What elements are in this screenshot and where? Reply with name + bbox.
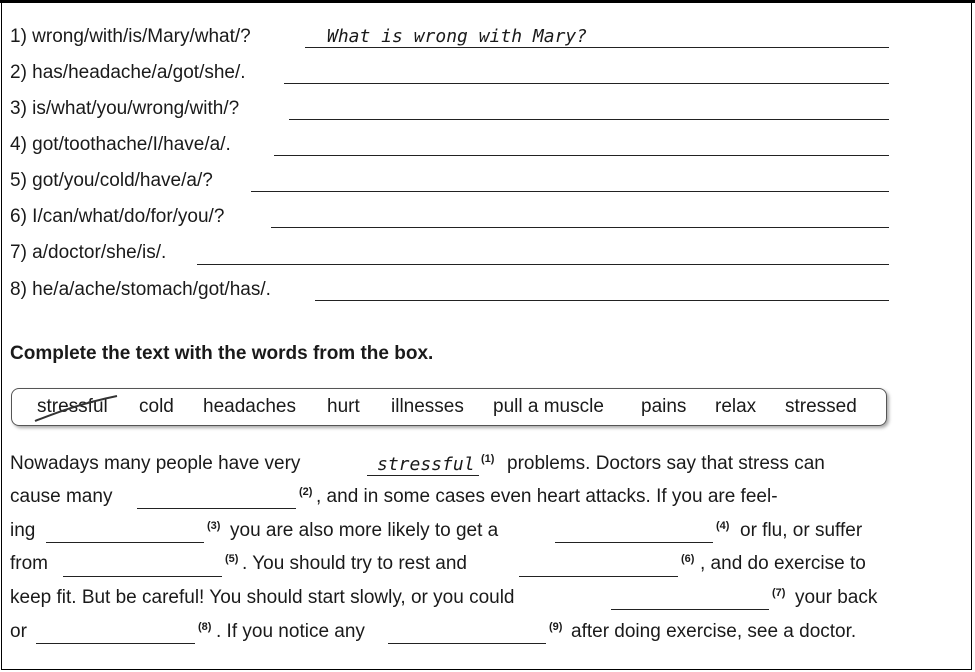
answer-line-7[interactable] — [197, 264, 889, 265]
paragraph-text: keep fit. But be careful! You should start slowly, or you could — [10, 587, 515, 608]
paragraph-text: after doing exercise, see a doctor. — [571, 621, 857, 642]
paragraph-text: from — [10, 553, 48, 574]
marker-5: (5) — [225, 553, 239, 565]
prompt-3: 3) is/what/you/wrong/with/? — [10, 98, 240, 119]
word-box-item: hurt — [327, 396, 360, 417]
marker-6: (6) — [681, 553, 695, 565]
word-box-item: illnesses — [391, 396, 464, 417]
paragraph-text: Nowadays many people have very — [10, 453, 301, 474]
marker-7: (7) — [772, 587, 786, 599]
top-border — [0, 0, 975, 3]
marker-4: (4) — [716, 520, 730, 532]
word-box-item: cold — [139, 396, 174, 417]
blank-9[interactable] — [388, 643, 546, 644]
answer-line-5[interactable] — [251, 191, 889, 192]
prompt-2: 2) has/headache/a/got/she/. — [10, 62, 246, 83]
paragraph-text: ing — [10, 520, 36, 541]
word-box-item: pull a muscle — [493, 396, 604, 417]
prompt-4: 4) got/toothache/I/have/a/. — [10, 134, 231, 155]
answer-line-3[interactable] — [289, 119, 889, 120]
paragraph-text: or flu, or suffer — [740, 520, 863, 541]
answer-line-1[interactable] — [305, 47, 889, 48]
paragraph-text: your back — [795, 587, 878, 608]
word-box-item: headaches — [203, 396, 296, 417]
prompt-5: 5) got/you/cold/have/a/? — [10, 170, 213, 191]
exercise-2-instruction: Complete the text with the words from the box. — [10, 343, 434, 364]
word-box-item: stressed — [785, 396, 857, 417]
blank-7[interactable] — [611, 609, 769, 610]
strikethrough-mark — [33, 394, 119, 424]
answer-line-6[interactable] — [271, 227, 889, 228]
paragraph-text: , and do exercise to — [700, 553, 866, 574]
blank-4[interactable] — [555, 542, 713, 543]
blank-1-answer: stressful — [377, 454, 475, 475]
marker-1: (1) — [481, 453, 495, 465]
paragraph-text: or — [10, 621, 27, 642]
blank-2[interactable] — [137, 508, 296, 509]
prompt-6: 6) I/can/what/do/for/you/? — [10, 206, 225, 227]
paragraph-text: you are also more likely to get a — [230, 520, 499, 541]
marker-2: (2) — [299, 486, 313, 498]
answer-line-8[interactable] — [315, 300, 889, 301]
marker-9: (9) — [549, 621, 563, 633]
paragraph-text: problems. Doctors say that stress can — [507, 453, 825, 474]
word-box-item: pains — [641, 396, 687, 417]
paragraph-text: , and in some cases even heart attacks. If you are feel- — [316, 486, 778, 507]
paragraph-text: . If you notice any — [216, 621, 365, 642]
word-box-item: relax — [715, 396, 757, 417]
prompt-8: 8) he/a/ache/stomach/got/has/. — [10, 279, 271, 300]
marker-3: (3) — [207, 520, 221, 532]
marker-8: (8) — [198, 621, 212, 633]
blank-5[interactable] — [63, 576, 222, 577]
paragraph-text: . You should try to rest and — [242, 553, 467, 574]
prompt-7: 7) a/doctor/she/is/. — [10, 242, 167, 263]
paragraph-text: cause many — [10, 486, 113, 507]
answer-line-4[interactable] — [274, 155, 889, 156]
blank-6[interactable] — [519, 576, 678, 577]
blank-8[interactable] — [36, 643, 195, 644]
blank-3[interactable] — [46, 542, 204, 543]
blank-1[interactable] — [367, 475, 479, 476]
word-box-item: stressful — [37, 396, 108, 417]
answer-1: What is wrong with Mary? — [327, 26, 588, 47]
prompt-1: 1) wrong/with/is/Mary/what/? — [10, 26, 251, 47]
answer-line-2[interactable] — [284, 83, 889, 84]
